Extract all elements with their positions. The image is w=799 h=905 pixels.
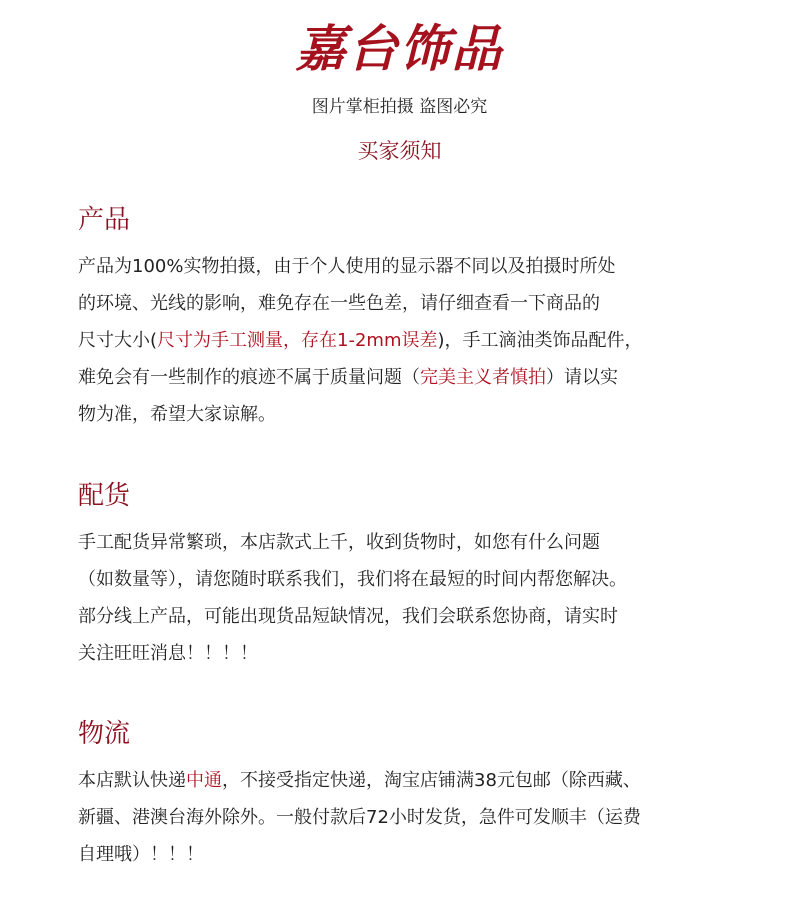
text-segment: ）请以实	[546, 367, 618, 388]
paragraph-line: （如数量等），请您随时联系我们，我们将在最短的时间内帮您解决。	[78, 569, 627, 590]
section-stock	[78, 478, 768, 672]
text-segment: 本店默认快递	[78, 770, 186, 791]
section-title-product: 产品	[78, 205, 131, 235]
section-title-logistics: 物流	[78, 719, 131, 749]
brand-logo: 嘉台饰品	[295, 19, 504, 78]
notice-title: 买家须知	[357, 139, 442, 163]
section-body-product	[78, 248, 768, 433]
paragraph-line	[78, 762, 768, 799]
paragraph-line: 新疆、港澳台海外除外。一般付款后72小时发货，急件可发顺丰（运费	[78, 807, 641, 828]
paragraph-line: 部分线上产品，可能出现货品短缺情况，我们会联系您协商，请实时	[78, 606, 618, 627]
paragraph-line	[78, 359, 768, 396]
paragraph-line: 物为准，希望大家谅解。	[78, 404, 276, 425]
tagline: 图片掌柜拍摄 盗图必究	[311, 97, 488, 117]
highlight-text: 完美主义者慎拍	[420, 367, 546, 388]
paragraph-line: 关注旺旺消息！！！！	[78, 643, 258, 664]
page-header	[0, 0, 799, 180]
section-body-stock	[78, 524, 768, 672]
text-segment: 难免会有一些制作的痕迹不属于质量问题（	[78, 367, 420, 388]
paragraph-line	[78, 322, 768, 359]
section-product	[78, 202, 768, 433]
section-body-logistics	[78, 762, 768, 873]
section-title-stock: 配货	[78, 481, 131, 511]
paragraph-line: 自理哦）！！！	[78, 844, 204, 865]
section-logistics	[78, 716, 768, 873]
highlight-text: 中通	[186, 770, 222, 791]
text-segment: ，不接受指定快递，淘宝店铺满38元包邮（除西藏、	[222, 770, 641, 791]
highlight-text: 尺寸为手工测量，存在1-2mm误差	[157, 330, 438, 351]
paragraph-line: 产品为100%实物拍摄，由于个人使用的显示器不同以及拍摄时所处	[78, 256, 616, 277]
paragraph-line: 手工配货异常繁琐，本店款式上千，收到货物时，如您有什么问题	[78, 532, 600, 553]
text-segment: 尺寸大小(	[78, 330, 158, 351]
text-segment: )，手工滴油类饰品配件，	[437, 330, 643, 351]
paragraph-line: 的环境、光线的影响，难免存在一些色差，请仔细查看一下商品的	[78, 293, 600, 314]
